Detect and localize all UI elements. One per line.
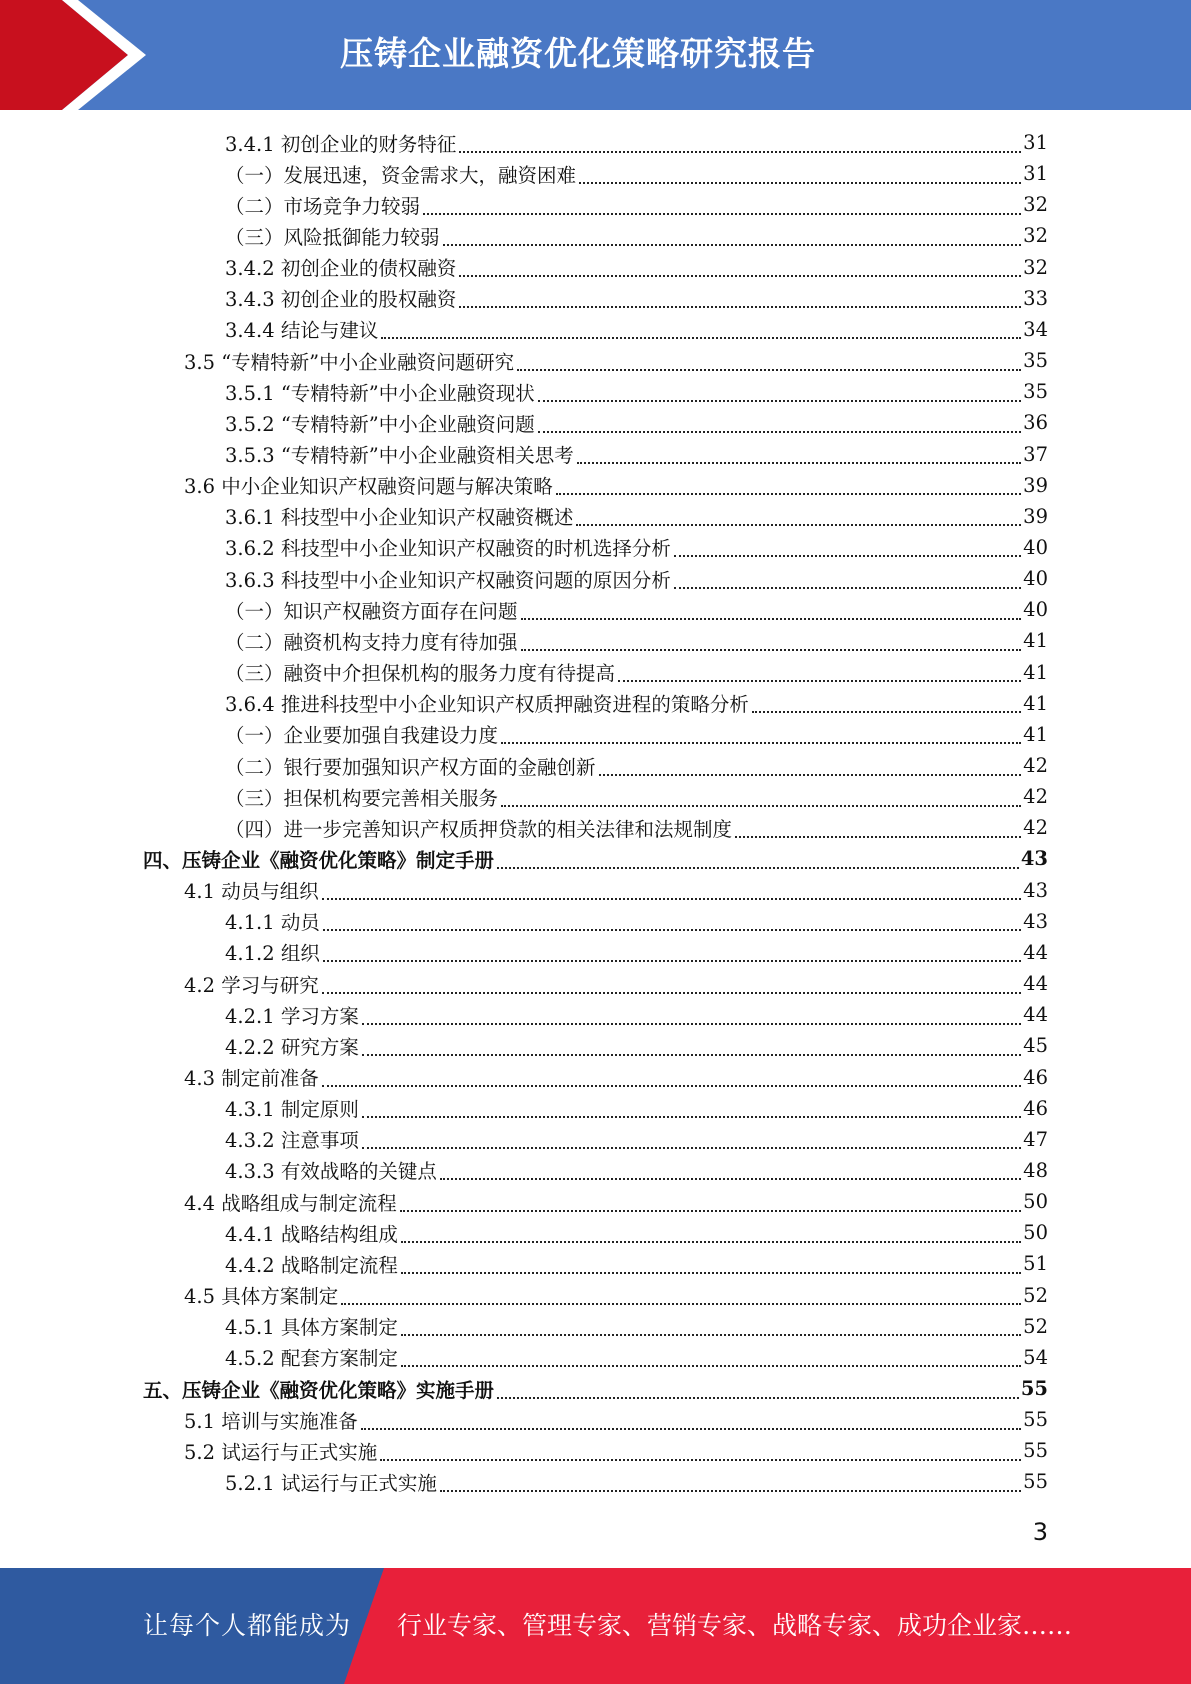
toc-entry[interactable]: [184, 1435, 1048, 1466]
toc-entry[interactable]: [225, 1217, 1048, 1248]
toc-entry-label: 3.5.1 “专精特新”中小企业融资现状: [225, 381, 535, 405]
toc-leader-dots: [521, 596, 1022, 620]
toc-entry-label: 5.1 培训与实施准备: [184, 1409, 358, 1433]
toc-entry-page: 43: [1023, 878, 1048, 902]
toc-entry-label: 3.5.2 “专精特新”中小企业融资问题: [225, 412, 535, 436]
toc-entry-page: 42: [1023, 816, 1048, 840]
toc-entry-page: 35: [1023, 349, 1048, 373]
toc-entry-page: 50: [1023, 1190, 1048, 1214]
toc-entry[interactable]: [225, 657, 1048, 688]
toc-entry-label: （一）企业要加强自我建设力度: [225, 724, 499, 748]
toc-leader-dots: [459, 129, 1021, 153]
toc-entry-label: 3.6 中小企业知识产权融资问题与解决策略: [184, 475, 553, 499]
toc-entry[interactable]: [225, 189, 1048, 220]
toc-leader-dots: [459, 253, 1021, 277]
toc-entry-label: 3.6.4 推进科技型中小企业知识产权质押融资进程的策略分析: [225, 693, 749, 717]
toc-entry-label: （三）风险抵御能力较弱: [225, 225, 440, 249]
toc-entry[interactable]: [143, 1373, 1048, 1404]
toc-entry[interactable]: [225, 1030, 1048, 1061]
toc-entry-label: 3.5.3 “专精特新”中小企业融资相关思考: [225, 444, 574, 467]
toc-entry[interactable]: [225, 532, 1048, 563]
toc-entry-page: 46: [1023, 1096, 1048, 1120]
toc-entry-label: 五、压铸企业《融资优化策略》实施手册: [143, 1378, 495, 1402]
toc-entry-label: （二）融资机构支持力度有待加强: [225, 630, 518, 654]
toc-entry-page: 44: [1023, 972, 1048, 996]
toc-entry-label: 3.4.4 结论与建议: [225, 319, 379, 343]
toc-entry-page: 44: [1023, 1003, 1048, 1027]
toc-entry-label: 3.5 “专精特新”中小企业融资问题研究: [184, 350, 515, 374]
toc-leader-dots: [440, 1156, 1021, 1180]
toc-entry-page: 55: [1023, 1408, 1048, 1432]
toc-entry-label: 四、压铸企业《融资优化策略》制定手册: [143, 848, 495, 872]
toc-entry-label: 4.1.1 动员: [225, 911, 320, 935]
toc-entry-page: 36: [1023, 411, 1048, 435]
toc-entry-page: 52: [1023, 1314, 1048, 1338]
toc-entry[interactable]: [184, 1062, 1048, 1093]
toc-entry[interactable]: [225, 719, 1048, 750]
toc-entry[interactable]: [184, 1186, 1048, 1217]
toc-leader-dots: [497, 1375, 1019, 1399]
toc-entry[interactable]: [225, 750, 1048, 781]
toc-leader-dots: [322, 970, 1021, 994]
report-title: 压铸企业融资优化策略研究报告: [340, 34, 816, 73]
toc-entry-page: 31: [1023, 162, 1048, 186]
toc-entry-label: （三）担保机构要完善相关服务: [225, 786, 499, 810]
toc-entry-label: （四）进一步完善知识产权质押贷款的相关法律和法规制度: [225, 817, 733, 841]
toc-entry[interactable]: [225, 999, 1048, 1030]
toc-entry-label: 4.5.2 配套方案制定: [225, 1347, 398, 1371]
toc-entry-label: 3.4.1 初创企业的财务特征: [225, 132, 457, 156]
toc-leader-dots: [341, 1281, 1021, 1305]
toc-leader-dots: [538, 378, 1021, 402]
toc-entry[interactable]: [225, 283, 1048, 314]
toc-leader-dots: [497, 845, 1019, 869]
toc-entry[interactable]: [225, 594, 1048, 625]
toc-entry[interactable]: [225, 1311, 1048, 1342]
toc-leader-dots: [674, 565, 1021, 589]
toc-entry-page: 55: [1023, 1439, 1048, 1463]
page-number: 3: [1032, 1518, 1048, 1546]
toc-leader-dots: [501, 720, 1021, 744]
toc-entry-label: 4.5.1 具体方案制定: [225, 1316, 398, 1340]
header-banner: [0, 0, 1191, 110]
toc-entry-label: 4.3 制定前准备: [184, 1067, 319, 1090]
toc-leader-dots: [361, 1406, 1021, 1430]
toc-leader-dots: [322, 1063, 1021, 1087]
toc-entry-page: 55: [1023, 1470, 1048, 1494]
red-arrow-shape: [0, 0, 160, 110]
toc-entry[interactable]: [184, 470, 1048, 501]
toc-entry-page: 51: [1023, 1252, 1048, 1276]
toc-leader-dots: [459, 284, 1021, 308]
toc-entry-label: 4.3.2 注意事项: [225, 1129, 359, 1153]
toc-leader-dots: [521, 627, 1022, 651]
toc-entry-page: 40: [1023, 567, 1048, 591]
toc-leader-dots: [401, 1343, 1021, 1367]
toc-leader-dots: [322, 876, 1021, 900]
toc-leader-dots: [618, 658, 1021, 682]
toc-entry-page: 50: [1023, 1221, 1048, 1245]
toc-entry-page: 47: [1023, 1127, 1048, 1151]
toc-leader-dots: [576, 502, 1021, 526]
toc-leader-dots: [599, 752, 1022, 776]
toc-leader-dots: [423, 191, 1021, 215]
toc-entry-page: 39: [1023, 473, 1048, 497]
toc-entry-page: 39: [1023, 504, 1048, 528]
toc-entry-label: 4.4 战略组成与制定流程: [184, 1191, 397, 1215]
toc-entry-label: 3.4.3 初创企业的股权融资: [225, 288, 457, 312]
toc-entry[interactable]: [225, 1466, 1048, 1497]
toc-entry[interactable]: [225, 127, 1048, 158]
toc-entry-page: 42: [1023, 785, 1048, 809]
toc-leader-dots: [401, 1312, 1021, 1336]
toc-entry-page: 41: [1023, 691, 1048, 715]
toc-entry-label: 4.3.3 有效战略的关键点: [225, 1160, 437, 1184]
toc-entry-page: 48: [1023, 1158, 1048, 1182]
toc-entry[interactable]: [225, 906, 1048, 937]
toc-entry-page: 32: [1023, 193, 1048, 217]
toc-entry-label: 3.6.1 科技型中小企业知识产权融资概述: [225, 506, 574, 530]
toc-entry[interactable]: [184, 968, 1048, 999]
toc-entry-label: 5.2.1 试运行与正式实施: [225, 1471, 437, 1495]
toc-entry-page: 52: [1023, 1283, 1048, 1307]
toc-entry[interactable]: [225, 937, 1048, 968]
toc-entry-page: 40: [1023, 598, 1048, 622]
toc-entry-label: （一）知识产权融资方面存在问题: [225, 599, 518, 623]
toc-leader-dots: [362, 1001, 1021, 1025]
toc-leader-dots: [556, 471, 1021, 495]
toc-entry[interactable]: [225, 1248, 1048, 1279]
toc-entry[interactable]: [225, 439, 1048, 470]
toc-entry[interactable]: [225, 812, 1048, 843]
toc-leader-dots: [517, 347, 1021, 371]
toc-entry[interactable]: [225, 158, 1048, 189]
toc-entry-page: 31: [1023, 131, 1048, 154]
toc-entry-page: 34: [1023, 317, 1048, 341]
toc-entry-label: 4.2 学习与研究: [184, 973, 319, 997]
toc-entry[interactable]: [225, 407, 1048, 438]
toc-leader-dots: [577, 440, 1021, 464]
toc-entry-page: 54: [1023, 1345, 1048, 1369]
toc-leader-dots: [323, 938, 1021, 962]
toc-leader-dots: [752, 689, 1021, 713]
toc-leader-dots: [735, 814, 1021, 838]
toc-leader-dots: [362, 1032, 1021, 1056]
toc-entry[interactable]: [225, 1342, 1048, 1373]
toc-leader-dots: [323, 907, 1021, 931]
toc-leader-dots: [381, 315, 1021, 339]
footer-slogan-right: 行业专家、管理专家、营销专家、战略专家、成功企业家……: [397, 1611, 1073, 1640]
toc-entry-label: 4.1 动员与组织: [184, 880, 319, 904]
toc-entry-page: 43: [1023, 909, 1048, 933]
toc-entry-label: 4.2.1 学习方案: [225, 1004, 359, 1028]
toc-entry-label: 5.2 试运行与正式实施: [184, 1440, 378, 1464]
toc-entry[interactable]: [225, 688, 1048, 719]
toc-leader-dots: [401, 1250, 1021, 1274]
toc-leader-dots: [440, 1468, 1021, 1492]
toc-entry-page: 35: [1023, 380, 1048, 404]
toc-entry-page: 32: [1023, 224, 1048, 248]
toc-entry-page: 44: [1023, 940, 1048, 964]
toc-entry-page: 37: [1023, 442, 1048, 466]
toc-entry[interactable]: [225, 1155, 1048, 1186]
toc-entry-page: 32: [1023, 255, 1048, 279]
toc-entry-label: （二）市场竞争力较弱: [225, 194, 421, 218]
toc-entry[interactable]: [225, 376, 1048, 407]
toc-entry-page: 55: [1020, 1377, 1048, 1400]
toc-entry[interactable]: [225, 220, 1048, 251]
toc-entry[interactable]: [184, 1280, 1048, 1311]
toc-entry-label: 4.4.2 战略制定流程: [225, 1253, 398, 1277]
toc-leader-dots: [501, 783, 1021, 807]
toc-entry-label: 4.5 具体方案制定: [184, 1285, 339, 1309]
toc-leader-dots: [362, 1125, 1021, 1149]
toc-leader-dots: [401, 1219, 1021, 1243]
toc-entry[interactable]: [225, 625, 1048, 656]
toc-entry[interactable]: [225, 563, 1048, 594]
toc-leader-dots: [380, 1437, 1021, 1461]
toc-entry-label: 3.6.2 科技型中小企业知识产权融资的时机选择分析: [225, 537, 671, 561]
toc-leader-dots: [443, 222, 1022, 246]
toc-entry-label: 3.6.3 科技型中小企业知识产权融资问题的原因分析: [225, 568, 671, 592]
toc-entry[interactable]: [225, 314, 1048, 345]
toc-entry-label: 4.2.2 研究方案: [225, 1035, 359, 1059]
footer-banner: [0, 1568, 1191, 1684]
toc-entry-label: 4.4.1 战略结构组成: [225, 1222, 398, 1246]
toc-entry-page: 41: [1023, 660, 1048, 684]
footer-slogan-left: 让每个人都能成为: [143, 1611, 352, 1640]
toc-entry-label: 4.3.1 制定原则: [225, 1098, 359, 1122]
toc-entry[interactable]: [225, 1124, 1048, 1155]
toc-entry-page: 46: [1023, 1065, 1048, 1089]
toc-entry-label: （三）融资中介担保机构的服务力度有待提高: [225, 662, 616, 686]
toc-entry[interactable]: [225, 1093, 1048, 1124]
toc-leader-dots: [579, 160, 1021, 184]
toc-entry[interactable]: [184, 1404, 1048, 1435]
toc-leader-dots: [400, 1188, 1021, 1212]
toc-entry[interactable]: [225, 781, 1048, 812]
toc-entry[interactable]: [143, 843, 1048, 874]
toc-entry[interactable]: [225, 252, 1048, 283]
toc-entry-page: 45: [1023, 1034, 1048, 1058]
toc-entry-page: 33: [1023, 286, 1048, 310]
toc-entry-label: （一）发展迅速，资金需求大，融资困难: [225, 163, 577, 187]
toc-entry-page: 40: [1023, 535, 1048, 559]
toc-entry-page: 41: [1023, 722, 1048, 746]
toc-entry[interactable]: [184, 875, 1048, 906]
toc-entry-page: 43: [1020, 847, 1048, 871]
toc-entry[interactable]: [184, 345, 1048, 376]
toc-leader-dots: [538, 409, 1021, 433]
toc-entry-page: 41: [1023, 629, 1048, 653]
toc-entry-label: （二）银行要加强知识产权方面的金融创新: [225, 755, 596, 779]
toc-leader-dots: [674, 533, 1021, 557]
toc-entry[interactable]: [225, 501, 1048, 532]
toc-entry-page: 42: [1023, 754, 1048, 777]
toc-leader-dots: [362, 1094, 1021, 1118]
toc-entry-label: 3.4.2 初创企业的债权融资: [225, 257, 457, 281]
toc-entry-label: 4.1.2 组织: [225, 942, 320, 966]
